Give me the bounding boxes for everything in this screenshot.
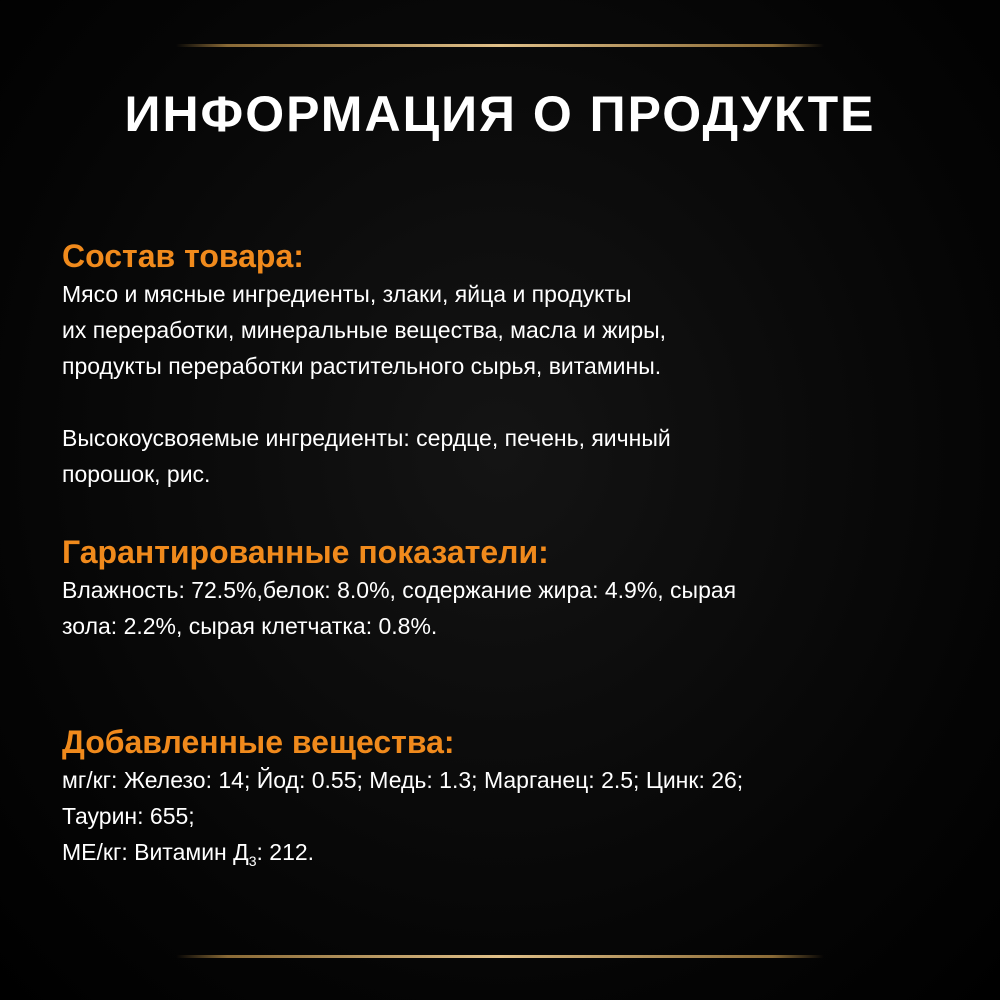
guaranteed-heading: Гарантированные показатели: (62, 534, 549, 570)
vitamin-line (62, 834, 962, 870)
additives-section (62, 722, 962, 870)
composition-heading: Состав товара: (62, 238, 304, 274)
composition-line: их переработки, минеральные вещества, масла и жиры, (62, 317, 667, 343)
vitamin-subscript: 3 (248, 853, 257, 869)
composition-line: продукты переработки растительного сырья, витамины. (62, 353, 662, 379)
additives-line: Таурин: 655; (62, 803, 195, 829)
vitamin-prefix: МЕ/кг: Витамин Д (62, 839, 249, 865)
composition-line: Мясо и мясные ингредиенты, злаки, яйца и продукты (62, 281, 632, 307)
guaranteed-section (62, 532, 962, 644)
additives-line: мг/кг: Железо: 14; Йод: 0.55; Медь: 1.3; Марганец: 2.5; Цинк: 26; (62, 767, 744, 793)
composition-section (62, 236, 962, 492)
guaranteed-line: Влажность: 72.5%,белок: 8.0%, содержание жира: 4.9%, сырая (62, 577, 737, 603)
page-title: ИНФОРМАЦИЯ О ПРОДУКТЕ (124, 86, 876, 142)
additives-heading: Добавленные вещества: (62, 724, 455, 760)
top-gold-divider (176, 44, 824, 47)
digestible-ingredients-line: Высокоусвояемые ингредиенты: сердце, печень, яичный (62, 425, 671, 451)
guaranteed-line: зола: 2.2%, сырая клетчатка: 0.8%. (62, 613, 438, 639)
paragraph-gap (62, 384, 962, 420)
vitamin-suffix: : 212. (256, 839, 315, 865)
bottom-gold-divider (176, 955, 824, 958)
digestible-ingredients-line: порошок, рис. (62, 461, 211, 487)
